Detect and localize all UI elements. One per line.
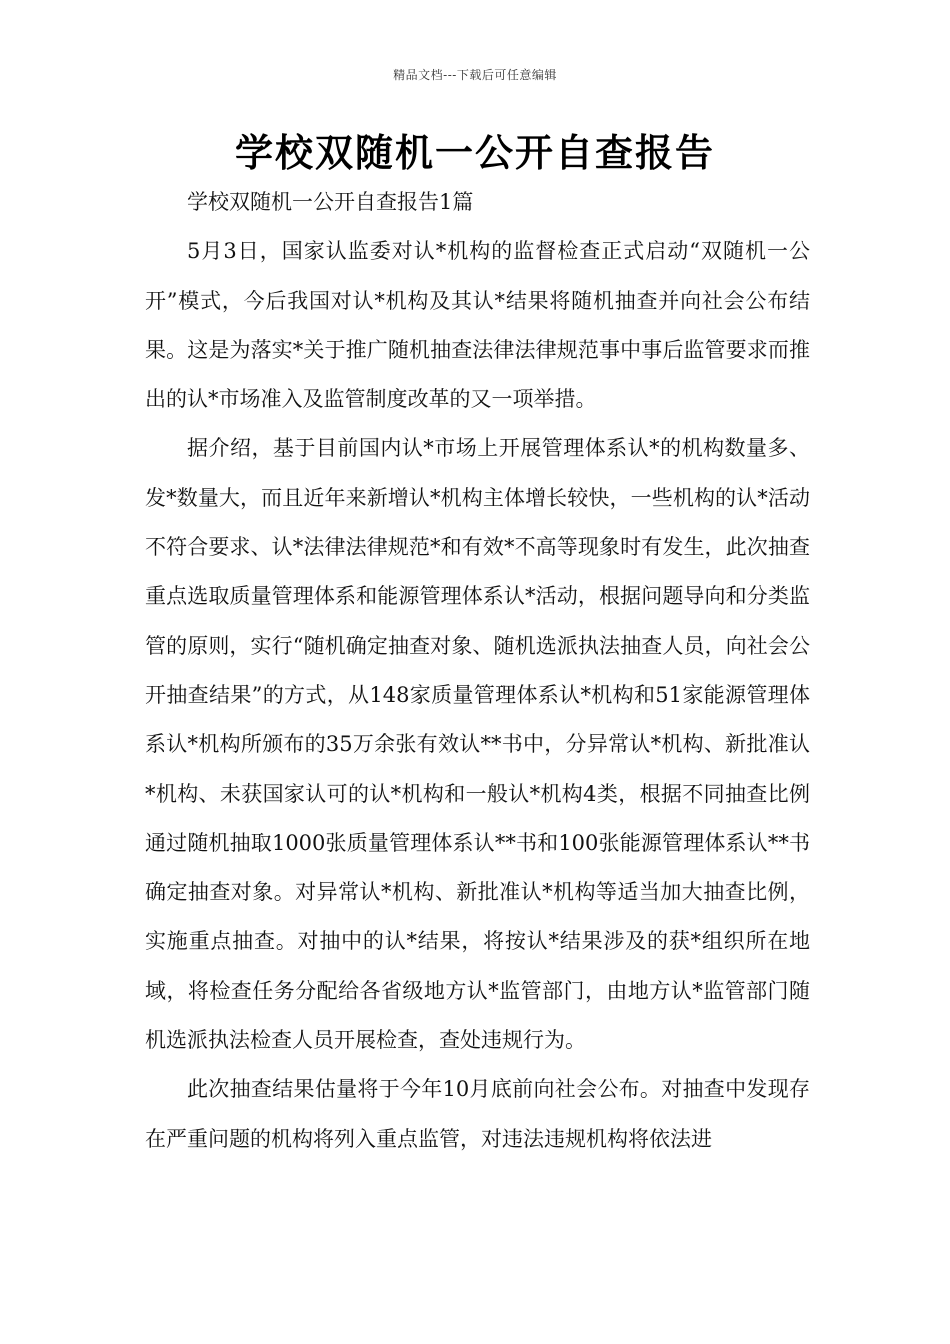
paragraph: 此次抽查结果估量将于今年10月底前向社会公布。对抽查中发现存在严重问题的机构将列入重点监管，对违法违规机构将依法进 xyxy=(145,1077,810,1151)
paragraph-subtitle: 学校双随机一公开自查报告1篇 xyxy=(187,190,474,214)
paragraph: 5月3日，国家认监委对认*机构的监督检查正式启动“双随机一公开”模式，今后我国对认*机构及其认*结果将随机抽查并向社会公布结果。这是为落实*关于推广随机抽查法律法律规范事中事后监管要求而推出的认*市场准入及监管制度改革的又一项举措。 xyxy=(145,239,810,412)
document-body xyxy=(145,178,810,1164)
document-title: 学校双随机一公开自查报告 xyxy=(234,131,715,175)
header-note: 精品文档---下载后可任意编辑 xyxy=(393,68,557,82)
paragraph: 据介绍，基于目前国内认*市场上开展管理体系认*的机构数量多、发*数量大，而且近年来新增认*机构主体增长较快，一些机构的认*活动不符合要求、认*法律法律规范*和有效*不高等现象时有发生，此次抽查重点选取质量管理体系和能源管理体系认*活动，根据问题导向和分类监管的原则，实行“随机确定抽查对象、随机选派执法抽查人员，向社会公开抽查结果”的方式，从148家质量管理体系认*机构和51家能源管理体系认*机构所颁布的35万余张有效认**书中，分异常认*机构、新批准认*机构、未获国家认可的认*机构和一般认*机构4类，根据不同抽查比例通过随机抽取1000张质量管理体系认**书和100张能源管理体系认**书确定抽查对象。对异常认*机构、新批准认*机构等适当加大抽查比例，实施重点抽查。对抽中的认*结果，将按认*结果涉及的获*组织所在地域，将检查任务分配给各省级地方认*监管部门，由地方认*监管部门随机选派执法检查人员开展检查，查处违规行为。 xyxy=(145,436,810,1053)
